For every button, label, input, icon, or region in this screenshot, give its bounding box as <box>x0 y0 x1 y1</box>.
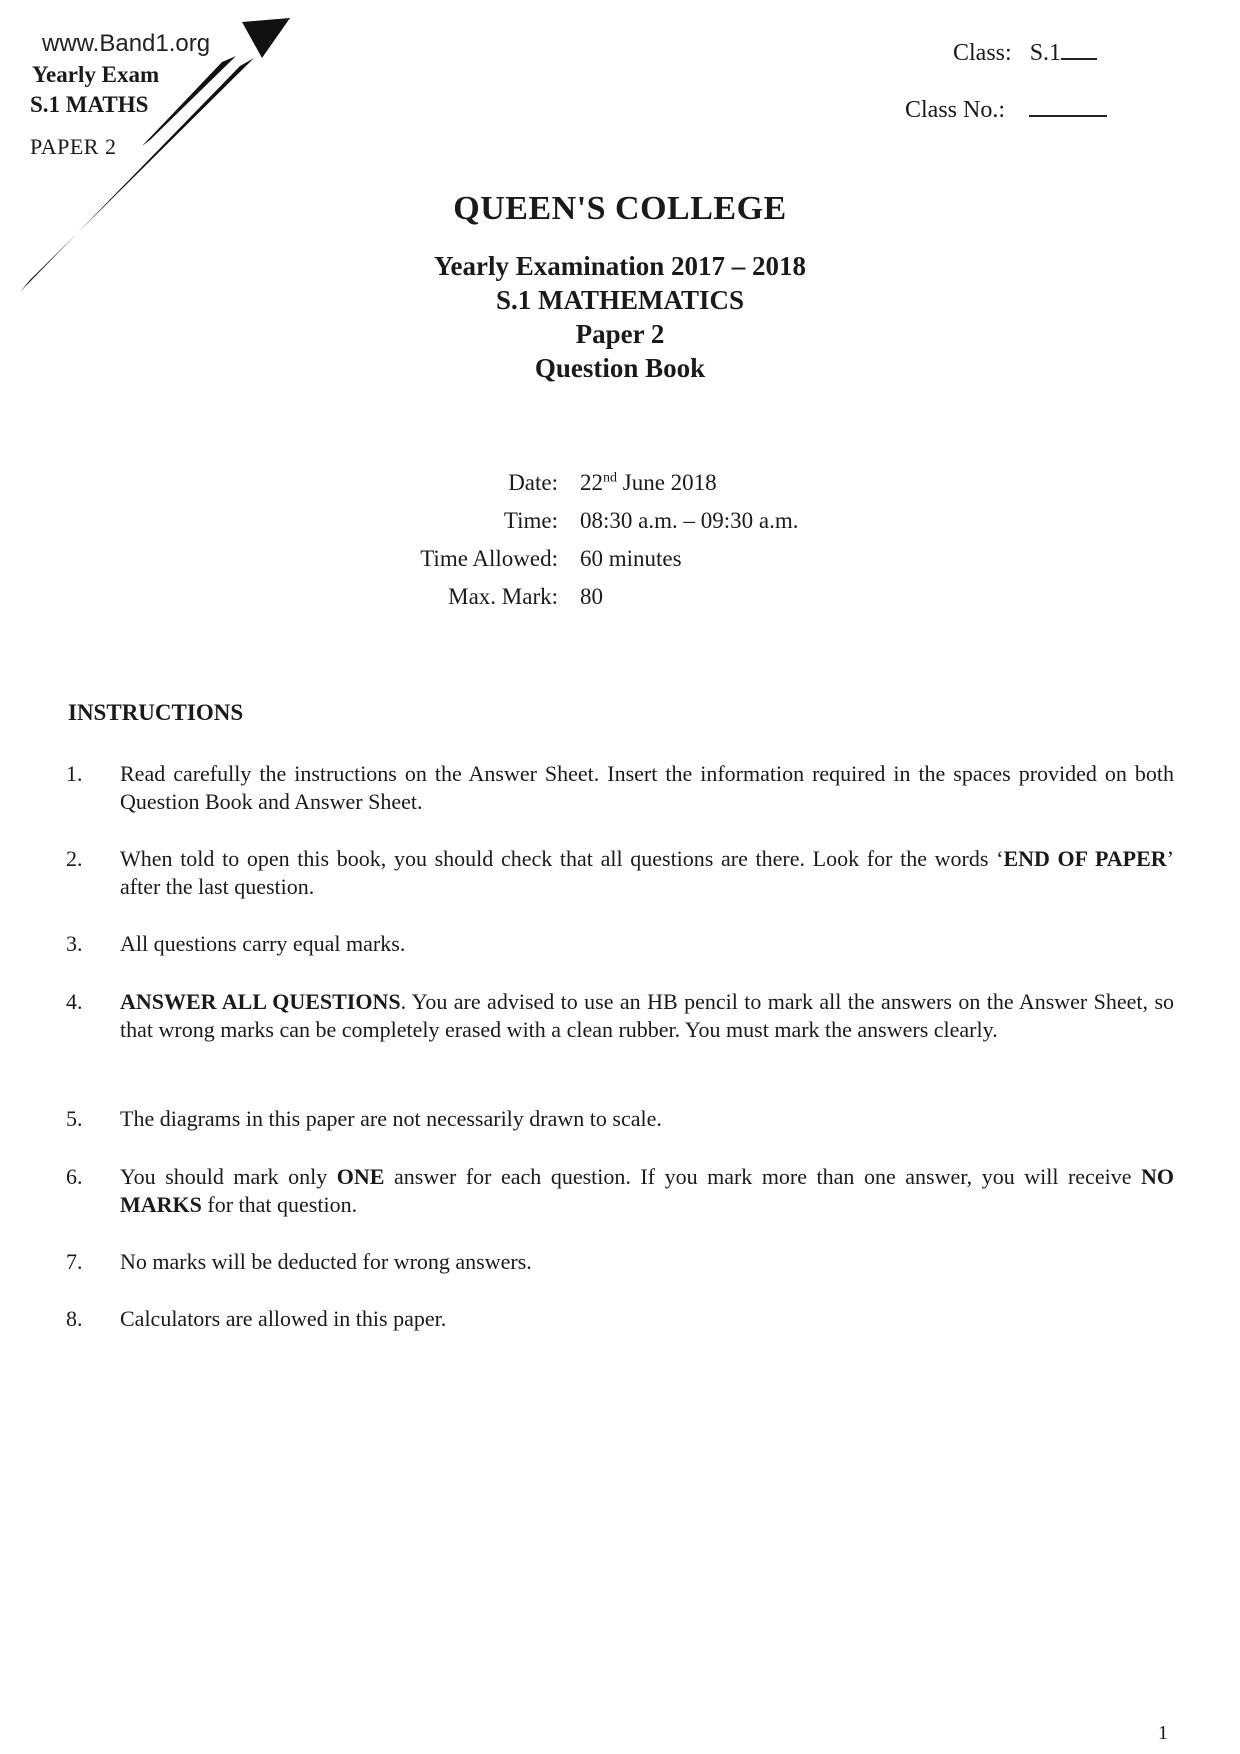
time-allowed-label: Time Allowed: <box>420 546 558 571</box>
instruction-item: 7. No marks will be deducted for wrong answers. <box>66 1249 532 1274</box>
class-no-label: Class No.: <box>905 97 1006 123</box>
max-mark-label: Max. Mark: <box>448 584 558 609</box>
class-blank-line <box>1061 58 1097 60</box>
date-label: Date: <box>508 470 558 495</box>
corner-paper-label: PAPER 2 <box>30 134 117 159</box>
time-allowed-value: 60 minutes <box>580 546 682 571</box>
time-allowed-row <box>340 546 880 572</box>
instruction-item: 6. You should mark only ONE answer for each question. If you mark more than one answer, you will receive NO MARKS for that question. <box>66 1164 1174 1217</box>
class-no-blank-line <box>1029 115 1107 117</box>
time-row <box>340 508 880 534</box>
instruction-item: 3. All questions carry equal marks. <box>66 931 406 956</box>
subject-title: S.1 MATHEMATICS <box>495 285 745 315</box>
instruction-item: 2. When told to open this book, you should check that all questions are there. Look for the words ‘END OF PAPER’ after the last question. <box>66 846 1174 899</box>
instruction-item: 1. Read carefully the instructions on the Answer Sheet. Insert the information required in the spaces provided on both Question Book and Answer Sheet. <box>66 761 1174 814</box>
paper-title: Paper 2 <box>575 319 665 349</box>
time-label: Time: <box>503 508 558 533</box>
corner-subject-label: S.1 MATHS <box>30 92 149 117</box>
instruction-item: 5. The diagrams in this paper are not necessarily drawn to scale. <box>66 1106 662 1131</box>
page-number: 1 <box>1158 1722 1168 1744</box>
instruction-item: 4. ANSWER ALL QUESTIONS. You are advised to use an HB pencil to mark all the answers on the Answer Sheet, so that wrong marks can be completely erased with a clean rubber. You must mark the answers clearly. <box>66 989 1174 1042</box>
class-value: S.1 <box>1029 40 1062 66</box>
time-value: 08:30 a.m. – 09:30 a.m. <box>580 508 799 533</box>
book-title: Question Book <box>534 353 706 383</box>
exam-title: Yearly Examination 2017 – 2018 <box>433 251 806 281</box>
date-value: 22nd June 2018 <box>580 470 717 495</box>
corner-website: www.Band1.org <box>42 30 211 57</box>
date-row <box>340 470 880 496</box>
class-field <box>953 40 1097 67</box>
college-name: QUEEN'S COLLEGE <box>453 190 787 227</box>
class-label: Class: <box>953 40 1012 66</box>
instructions-heading: INSTRUCTIONS <box>68 700 244 725</box>
corner-exam-label: Yearly Exam <box>32 62 160 87</box>
instruction-item: 8. Calculators are allowed in this paper. <box>66 1306 447 1331</box>
class-no-field <box>905 97 1107 124</box>
max-mark-row <box>340 584 880 610</box>
max-mark-value: 80 <box>580 584 603 609</box>
